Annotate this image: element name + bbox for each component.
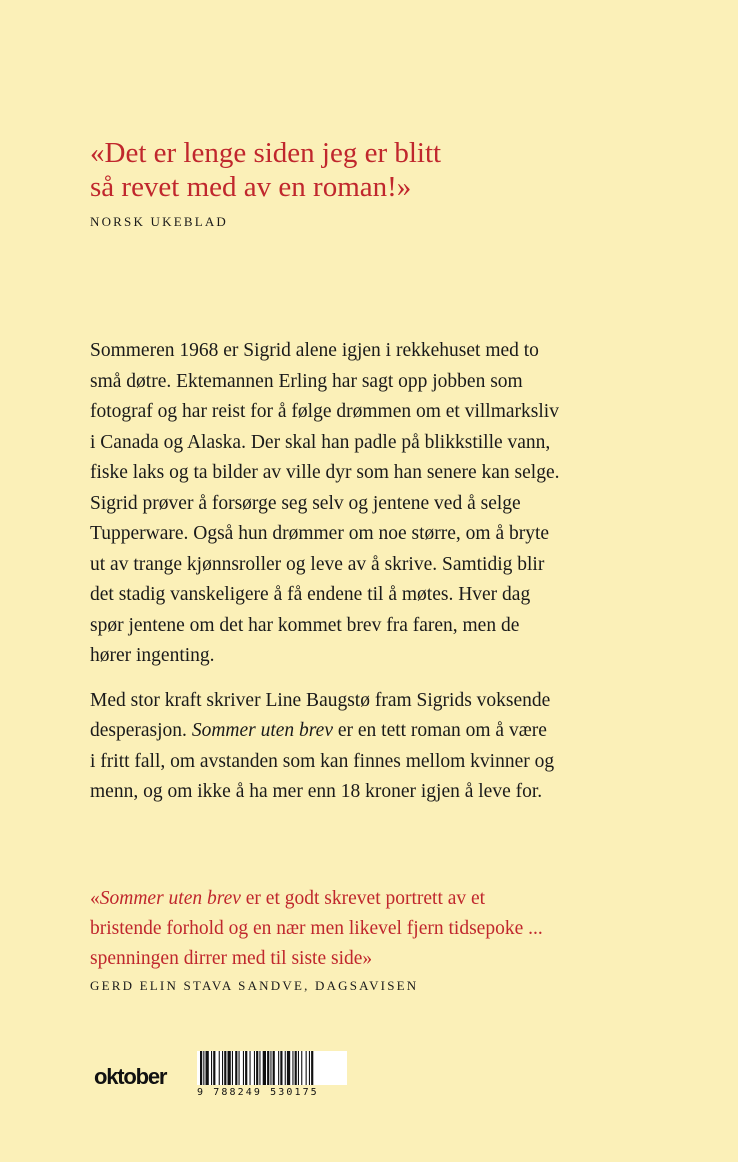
blurb-line: fiske laks og ta bilder av ville dyr som han senere kan selge. xyxy=(90,462,560,483)
barcode-bar xyxy=(222,1051,223,1085)
blurb-line: det stadig vanskeligere å få endene til å møtes. Hver dag xyxy=(90,584,531,605)
barcode-bar xyxy=(203,1051,204,1085)
barcode-bar xyxy=(295,1051,297,1085)
barcode-bar xyxy=(270,1051,271,1085)
barcode-bar xyxy=(211,1051,212,1085)
barcode-bar xyxy=(243,1051,244,1085)
barcode-bar xyxy=(263,1051,266,1085)
barcode-bar xyxy=(278,1051,279,1085)
barcode-bar xyxy=(309,1051,310,1085)
barcode-bar xyxy=(273,1051,275,1085)
barcode-bar xyxy=(250,1051,251,1085)
barcode-bar xyxy=(224,1051,226,1085)
blurb-paragraph-2 xyxy=(90,686,690,808)
bottom-quote-source: GERD ELIN STAVA SANDVE, DAGSAVISEN xyxy=(90,978,419,993)
barcode-bar xyxy=(311,1051,313,1085)
barcode-bar xyxy=(280,1051,282,1085)
barcode-bar xyxy=(267,1051,269,1085)
blurb-line: ut av trange kjønnsroller og leve av å skrive. Samtidig blir xyxy=(90,553,545,575)
blurb-line: menn, og om ikke å ha mer enn 18 kroner igjen å leve for. xyxy=(90,781,543,802)
barcode-bar xyxy=(285,1051,286,1085)
barcode-graphic xyxy=(197,1051,347,1085)
barcode-bar xyxy=(200,1051,202,1085)
barcode-bar xyxy=(292,1051,293,1085)
blurb-line: Med stor kraft skriver Line Baugstø fram Sigrids voksende xyxy=(90,689,551,711)
barcode-bar xyxy=(259,1051,260,1085)
barcode-bar xyxy=(232,1051,233,1085)
bottom-quote-line xyxy=(90,884,690,914)
blurb-paragraph-1 xyxy=(90,336,690,672)
book-title-italic: Sommer uten brev xyxy=(191,720,333,741)
bottom-quote-line: bristende forhold og en nær men likevel fjern tidsepoke ... xyxy=(90,918,543,939)
quote-open-mark: « xyxy=(90,888,100,909)
barcode-bar xyxy=(206,1051,209,1085)
blurb-line xyxy=(90,716,690,747)
blurb-line: Sommeren 1968 er Sigrid alene igjen i rekkehuset med to xyxy=(90,340,539,361)
barcode-bar xyxy=(306,1051,307,1085)
top-quote-source: NORSK UKEBLAD xyxy=(90,214,229,229)
barcode-bar xyxy=(287,1051,290,1085)
barcode-bar xyxy=(301,1051,302,1085)
blurb-line: i fritt fall, om avstanden som kan finnes mellom kvinner og xyxy=(90,750,555,772)
top-review-quote xyxy=(90,136,650,230)
isbn-number: 9 788249 530175 xyxy=(197,1087,319,1098)
blurb-line: fotograf og har reist for å følge drømmen om et villmarksliv xyxy=(90,401,559,422)
top-quote-line: «Det er lenge siden jeg er blitt xyxy=(90,137,442,169)
blurb-text-segment: er en tett roman om å være xyxy=(332,720,547,741)
bottom-review-quote xyxy=(90,884,690,994)
blurb-text-segment: desperasjon. xyxy=(90,720,192,741)
barcode-bar xyxy=(228,1051,231,1085)
publisher-logo: oktober xyxy=(94,1064,167,1089)
barcode-bar xyxy=(256,1051,258,1085)
bottom-quote-text xyxy=(90,884,690,974)
top-quote-line: så revet med av en roman!» xyxy=(90,171,412,203)
blurb-text xyxy=(90,336,690,808)
barcode-bar xyxy=(219,1051,220,1085)
blurb-line: Sigrid prøver å forsørge seg selv og jentene ved å selge xyxy=(90,492,521,514)
barcode-bar xyxy=(239,1051,240,1085)
bottom-quote-line: spenningen dirrer med til siste side» xyxy=(90,948,373,969)
blurb-line: Tupperware. Også hun drømmer om noe større, om å bryte xyxy=(90,523,550,544)
barcode-bar xyxy=(213,1051,215,1085)
barcode-bar xyxy=(298,1051,299,1085)
blurb-line: spør jentene om det har kommet brev fra faren, men de xyxy=(90,614,520,636)
book-title-italic: Sommer uten brev xyxy=(99,888,241,909)
top-quote-text xyxy=(90,136,650,204)
blurb-line: hører ingenting. xyxy=(90,645,215,666)
quote-text-segment: er et godt skrevet portrett av et xyxy=(240,888,486,909)
barcode-bar xyxy=(254,1051,255,1085)
blurb-line: i Canada og Alaska. Der skal han padle på blikkstille vann, xyxy=(90,431,551,453)
barcode-bar xyxy=(245,1051,247,1085)
barcode-bar xyxy=(235,1051,237,1085)
blurb-line: små døtre. Ektemannen Erling har sagt opp jobben som xyxy=(90,370,523,392)
